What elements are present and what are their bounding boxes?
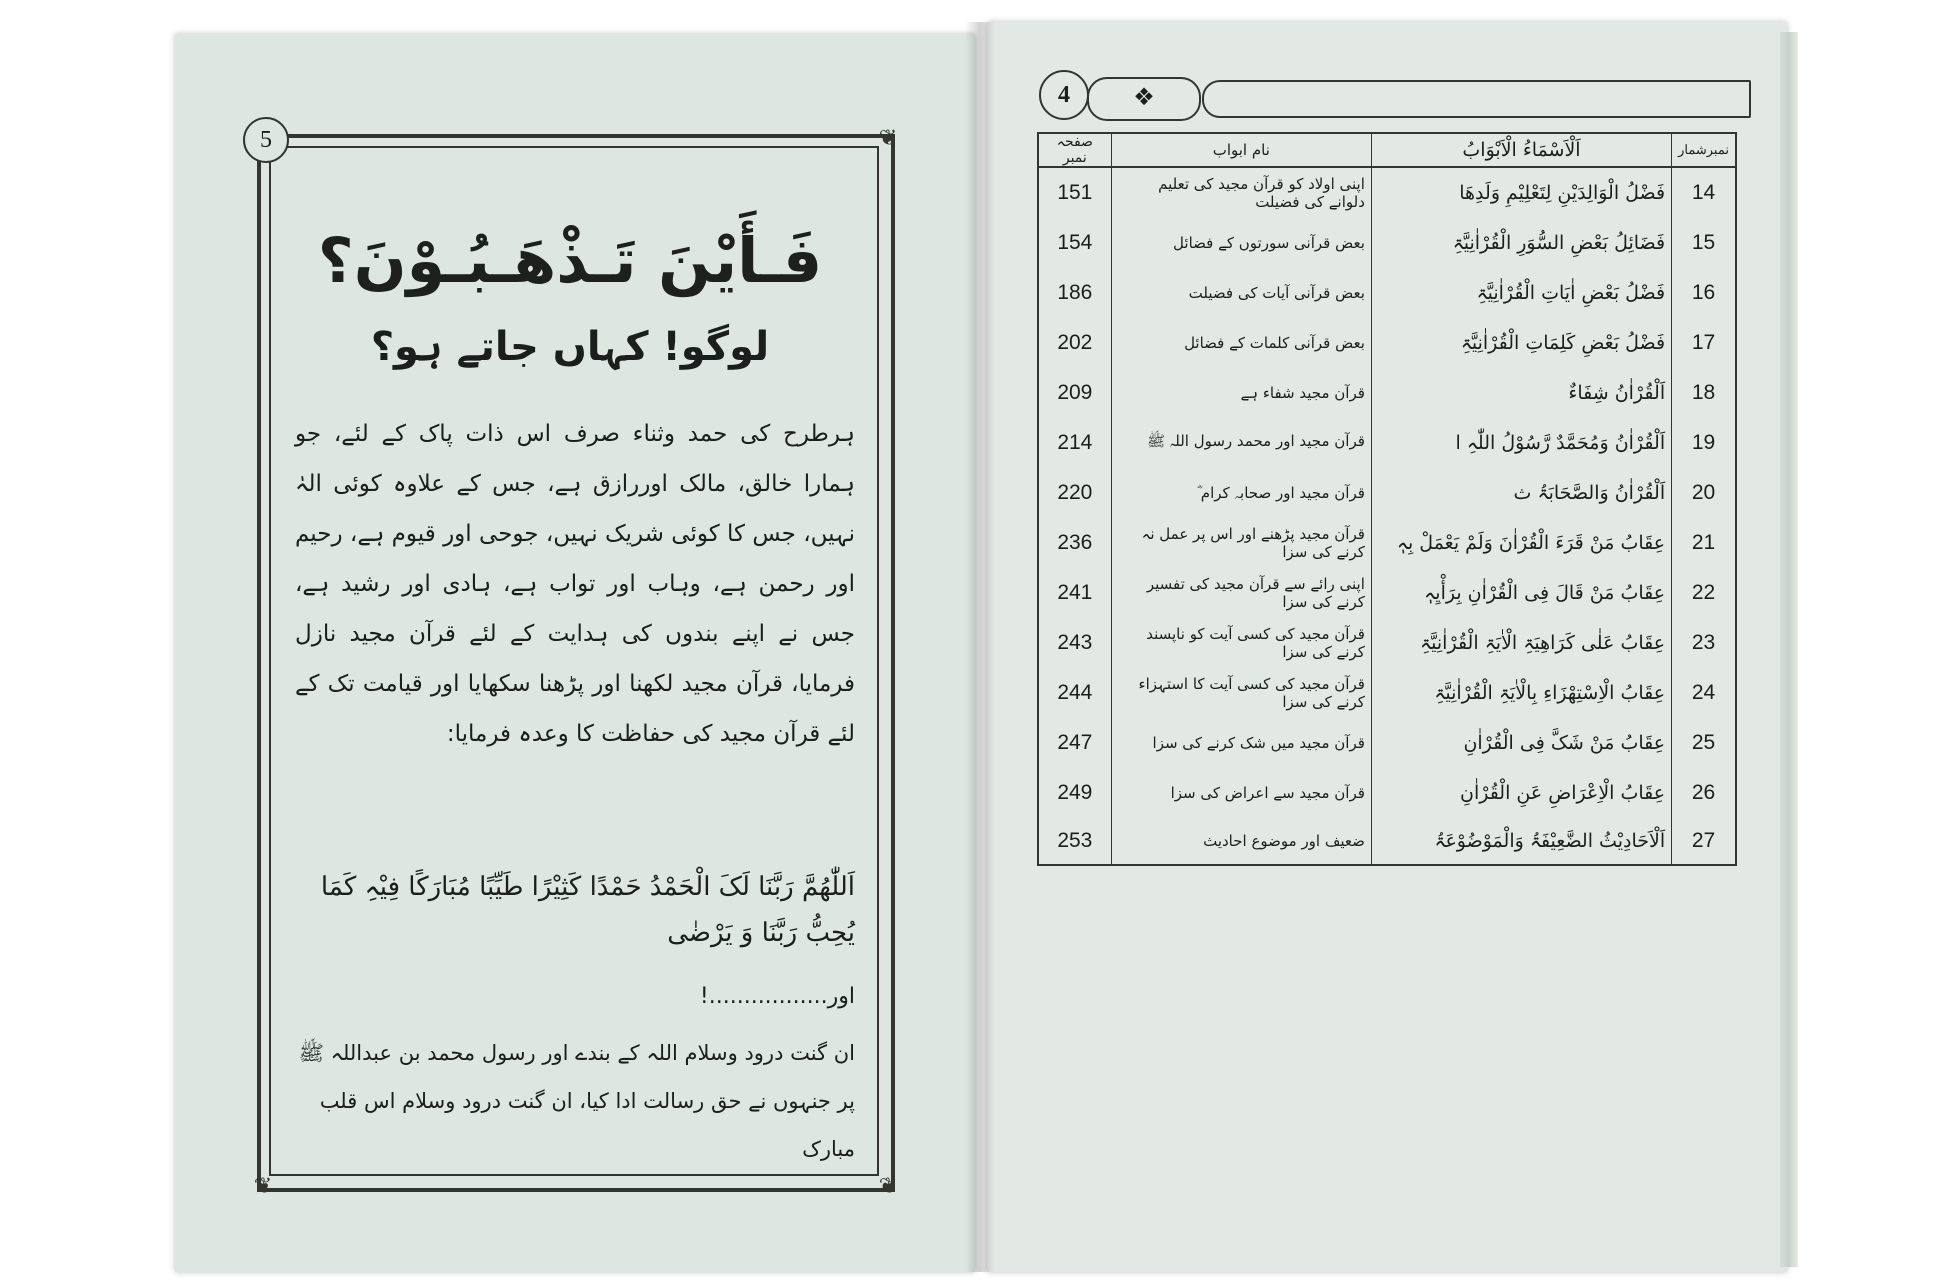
row-page-number: 253	[1038, 818, 1111, 865]
row-urdu-title: ضعیف اور موضوع احادیث	[1111, 818, 1371, 865]
row-urdu-title: قرآن مجید شفاء ہے	[1111, 368, 1371, 418]
row-arabic-title: عِقَابُ عَلٰی کَرَاھِیَۃِ الْاٰیَۃِ الْقُرْاٰنِیَّۃِ	[1371, 618, 1671, 668]
intro-paragraph: ہرطرح کی حمد وثناء صرف اس ذات پاک کے لئے، جو ہمارا خالق، مالک اوررازق ہے، جس کے علاوہ کوئی الہٰ نہیں، جس کا کوئی شریک نہیں، جوحی اور قیوم ہے، رحیم اور رحمن ہے، وہاب اور تواب ہے، ہادی اور رشید ہے، جس نے اپنے بندوں کی ہدایت کے لئے قرآن مجید نازل فرمایا، قرآن مجید لکھنا اور پڑھنا سکھایا اور قیامت تک کے لئے قرآن مجید کی حفاظت کا وعدہ فرمایا:	[295, 421, 855, 747]
row-page-number: 154	[1038, 218, 1111, 268]
col-header-urdu: نام ابواب	[1111, 133, 1371, 167]
dua-text: اَللّٰھُمَّ رَبَّنَا لَکَ الْحَمْدُ حَمْدًا کَثِیْرًا طَیِّبًا مُبَارَکًا فِیْہِ کَمَا یُحِبُّ رَبَّنَا وَ یَرْضٰی	[320, 872, 855, 948]
page-subtitle: لوگو! کہاں جاتے ہو؟	[370, 324, 770, 370]
row-urdu-title: بعض قرآنی کلمات کے فضائل	[1111, 318, 1371, 368]
corner-ornament-icon: ❦	[878, 126, 898, 151]
row-number: 20	[1672, 468, 1736, 518]
row-page-number: 151	[1038, 167, 1111, 218]
row-arabic-title: عِقَابُ مَنْ شَکَّ فِی الْقُرْاٰنِ	[1371, 718, 1671, 768]
table-row	[1038, 368, 1736, 418]
row-urdu-title: قرآن مجید کی کسی آیت کا استہزاء کرنے کی سزا	[1111, 668, 1371, 718]
header-banner	[1202, 80, 1751, 118]
row-page-number: 244	[1038, 668, 1111, 718]
table-row	[1038, 718, 1736, 768]
left-page	[175, 34, 975, 1272]
table-row	[1038, 318, 1736, 368]
row-number: 21	[1672, 518, 1736, 568]
row-arabic-title: عِقَابُ الْاِسْتِھْزَاءِ بِالْاٰیَۃِ الْقُرْاٰنِیَّۃِ	[1371, 668, 1671, 718]
row-page-number: 202	[1038, 318, 1111, 368]
row-page-number: 243	[1038, 618, 1111, 668]
row-urdu-title: قرآن مجید اور محمد رسول اللہ ﷺ	[1111, 418, 1371, 468]
row-arabic-title: اَلْقُرْاٰنُ وَمُحَمَّدٌ رَّسُوْلُ اللّٰہِ ا	[1371, 418, 1671, 468]
book-gutter	[965, 22, 995, 1272]
row-urdu-title: قرآن مجید میں شک کرنے کی سزا	[1111, 718, 1371, 768]
row-urdu-title: اپنی اولاد کو قرآن مجید کی تعلیم دلوانے کی فضیلت	[1111, 167, 1371, 218]
row-arabic-title: فَضْلُ الْوَالِدَیْنِ لِتَعْلِیْمِ وَلَدِھَا	[1371, 167, 1671, 218]
right-page	[987, 22, 1787, 1272]
row-arabic-title: اَلْاَحَادِیْثُ الضَّعِیْفَۃُ وَالْمَوْضُوْعَۃُ	[1371, 818, 1671, 865]
page-title: فَـأَيْنَ تَـذْهَـبُـوْنَ؟	[317, 224, 823, 297]
row-arabic-title: عِقَابُ مَنْ قَالَ فِی الْقُرْاٰنِ بِرَأْیِہٖ	[1371, 568, 1671, 618]
row-number: 22	[1672, 568, 1736, 618]
table-row	[1038, 818, 1736, 865]
page-edges	[1780, 32, 1798, 1267]
row-urdu-title: اپنی رائے سے قرآن مجید کی تفسیر کرنے کی سزا	[1111, 568, 1371, 618]
table-row	[1038, 268, 1736, 318]
row-number: 26	[1672, 768, 1736, 818]
table-row	[1038, 418, 1736, 468]
table-row	[1038, 167, 1736, 218]
table-row	[1038, 468, 1736, 518]
row-arabic-title: اَلْقُرْاٰنُ وَالصَّحَابَۃُ ث	[1371, 468, 1671, 518]
row-urdu-title: بعض قرآنی سورتوں کے فضائل	[1111, 218, 1371, 268]
row-number: 14	[1672, 167, 1736, 218]
row-arabic-title: فَضْلُ بَعْضِ اٰیَاتِ الْقُرْاٰنِیَّۃِ	[1371, 268, 1671, 318]
row-page-number: 247	[1038, 718, 1111, 768]
row-urdu-title: بعض قرآنی آیات کی فضیلت	[1111, 268, 1371, 318]
row-number: 23	[1672, 618, 1736, 668]
row-number: 16	[1672, 268, 1736, 318]
row-number: 24	[1672, 668, 1736, 718]
row-number: 27	[1672, 818, 1736, 865]
row-page-number: 209	[1038, 368, 1111, 418]
aur-text: اور.................!	[699, 984, 855, 1009]
table-header-row	[1038, 133, 1736, 167]
row-page-number: 186	[1038, 268, 1111, 318]
row-number: 17	[1672, 318, 1736, 368]
row-number: 19	[1672, 418, 1736, 468]
row-page-number: 249	[1038, 768, 1111, 818]
corner-ornament-icon: ❦	[253, 1174, 273, 1199]
table-row	[1038, 618, 1736, 668]
table-row	[1038, 668, 1736, 718]
row-arabic-title: فَضَائِلُ بَعْضِ السُّوَرِ الْقُرْاٰنِیَّۃِ	[1371, 218, 1671, 268]
row-page-number: 220	[1038, 468, 1111, 518]
row-urdu-title: قرآن مجید پڑھنے اور اس پر عمل نہ کرنے کی سزا	[1111, 518, 1371, 568]
table-of-contents	[1037, 132, 1737, 866]
row-arabic-title: اَلْقُرْاٰنُ شِفَاءٌ	[1371, 368, 1671, 418]
col-header-page: صفحہ نمبر	[1038, 133, 1111, 167]
col-header-number: نمبرشمار	[1672, 133, 1736, 167]
row-number: 18	[1672, 368, 1736, 418]
table-row	[1038, 518, 1736, 568]
row-arabic-title: فَضْلُ بَعْضِ کَلِمَاتِ الْقُرْاٰنِیَّۃِ	[1371, 318, 1671, 368]
row-urdu-title: قرآن مجید سے اعراض کی سزا	[1111, 768, 1371, 818]
page-number: 5	[243, 117, 289, 163]
row-number: 15	[1672, 218, 1736, 268]
row-page-number: 241	[1038, 568, 1111, 618]
row-page-number: 214	[1038, 418, 1111, 468]
page-number: 4	[1039, 70, 1089, 120]
table-row	[1038, 218, 1736, 268]
row-arabic-title: عِقَابُ الْاِعْرَاضِ عَنِ الْقُرْاٰنِ	[1371, 768, 1671, 818]
row-arabic-title: عِقَابُ مَنْ قَرَءَ الْقُرْاٰنَ وَلَمْ یَعْمَلْ بِہٖ	[1371, 518, 1671, 568]
col-header-arabic: اَلْاَسْمَاءُ الْاَبْوَابُ	[1371, 133, 1671, 167]
table-row	[1038, 568, 1736, 618]
open-book	[175, 22, 1800, 1272]
corner-ornament-icon: ❦	[878, 1174, 898, 1199]
table-row	[1038, 768, 1736, 818]
closing-text: ان گنت درود وسلام اللہ کے بندے اور رسول محمد بن عبداللہ ﷺ پر جنہوں نے حق رسالت ادا کیا، ان گنت درود وسلام اس قلب مبارک	[298, 1041, 855, 1161]
row-urdu-title: قرآن مجید اور صحابہ کرام ؓ	[1111, 468, 1371, 518]
row-number: 25	[1672, 718, 1736, 768]
row-page-number: 236	[1038, 518, 1111, 568]
row-urdu-title: قرآن مجید کی کسی آیت کو ناپسند کرنے کی سزا	[1111, 618, 1371, 668]
header-ornament-icon	[1087, 77, 1201, 121]
